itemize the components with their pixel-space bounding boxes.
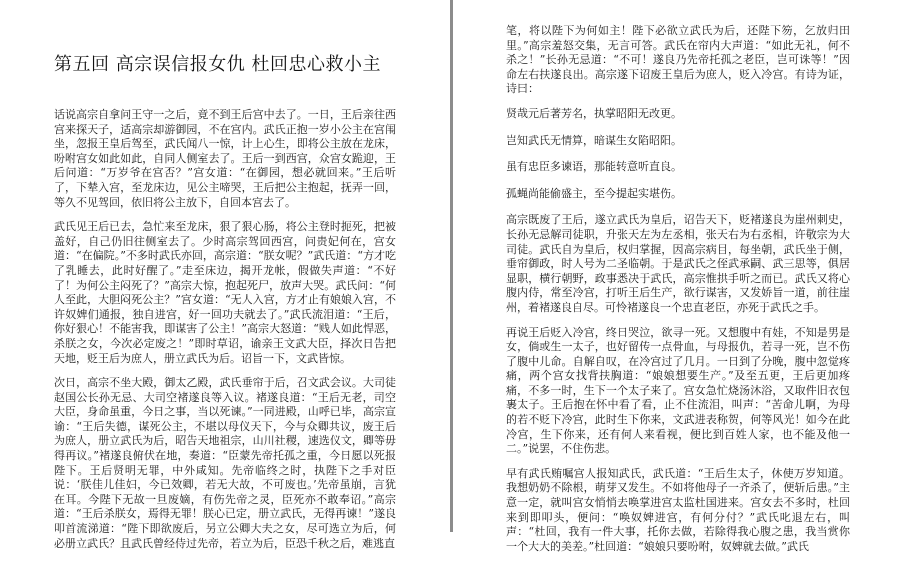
poem-line: 虽有忠臣多谏语，那能转意听直良。 <box>506 160 682 174</box>
paragraph: 再说王后贬入冷宫，终日哭泣，欲寻一死。又想腹中有娃，不知是男是女，倘或生一太子，也好留传一点骨血，与母报仇，若寻一死，岂不伤了腹中儿命。自解自叹，在冷宫过了几月。一日到了分晚，腹中忽觉疼痛，两个宫女找背扶胸道：“娘娘想要生产。”及至五更，王后更加疼痛，不多一时，生下一个太子来了。宫女急忙烧汤沐浴，又取件旧衣包裹太子。王后抱在怀中看了看，止不住流泪，叫声：“苦命儿啊，为母的若不贬下冷宫，此时生下你来，文武进表称贺，何等风光！如今在此冷宫，生下你来，还有何人来看视，便比到百姓人家，也不能及他一二。”说罢，不住伤悲。 <box>506 325 850 456</box>
paragraph: 话说高宗自拿问王守一之后，竟不到王后宫中去了。一日，王后亲往西宫来探天子，适高宗却游御园，不在宫内。武氏正抱一岁小公主在宫闱坐，忽报王皇后驾至，武氏闻八一惊，计上心生，即将公主放在龙床，吩咐宫女如此如此，自同人侧室去了。王后一到西宫，众宫女跪迎，王后问道：“万岁爷在宫否？”宫女道：“在御园，想必就回来。”王后听了，下辇入宫，至龙床边，见公主啼哭，王后把公主抱起，抚弄一回，等久不见驾回，依旧将公主放下，自回本宫去了。 <box>54 108 396 209</box>
paragraph: 笔，将以陛下为何如主！陛下必欲立武氏为后，还陛下笏，乞放归田里。”高宗羞怒交集，无言可答。武氏在帘内大声道：“如此无礼，何不杀之！”长孙无忌道：“不可！遂良乃先帝托孤之老臣，岂可诛等！”因命左右扶遂良出。高宗遂下诏废王皇后为庶人，贬入冷宫。有诗为证，诗曰： <box>506 24 850 96</box>
paragraph: 次日，高宗不坐大殿，御太乙殿，武氏垂帘于后，召文武会议。大司徒赵国公长孙无忌、大司空褚遂良等入议。褚遂良道：“王后无老，司空大臣，身命虽重，今日之事，当以死谏。”一同进殿，山呼已毕，高宗宣谕：“王后失德，谋死公主，不堪以母仪天下，今与众卿共议，废王后为庶人，册立武氏为后，昭告天地祖宗，山川社稷，速选仪文，卿等毋得再议。”褚遂良俯伏在地，奏道：“臣蒙先帝托孤之重，今日愿以死报陛下。王后贤明无罪，中外咸知。先帝临终之时，执陛下之手对臣说：‘朕佳儿佳妇，今已效卿，若无大故，不可废也。’先帝虽崩，言犹在耳。今陛下无故一旦废嫡，有伤先帝之灵，臣死亦不敢奉诏。”高宗道：“王后杀朕女，焉得无罪！朕心已定，册立武氏，无得再谏！”遂良叩首流涕道：“陛下即欲废后，另立公卿大夫之女，尽可选立为后，何必册立武氏？且武氏曾经侍过先帝，若立为后，臣恐千秋之后，难逃直 <box>54 376 396 550</box>
chapter-title: 第五回 高宗误信报女仇 杜回忠心救小主 <box>54 54 381 75</box>
left-page <box>0 0 450 550</box>
paragraph: 早有武氏贿嘱宫人报知武氏，武氏道：“王后生太子，休使万岁知道。我想奶奶不除根，萌芽又发生。不如将他母子一齐杀了，便斩后患。”主意一定，就叫宫女悄悄去唤掌进宫太监杜国进来。宫女去不多时，杜回来到即叩头，便问：“唤奴婢进宫，有何分付？”武氏叱退左右，叫声：“杜回，我有一件大事，托你去做，若除得我心腹之患，我当赏你一个大大的美差。”杜回道：“娘娘只要吩咐，奴婢就去做。”武氏 <box>506 466 850 553</box>
right-body-text <box>506 24 850 564</box>
poem-line: 贤哉元后著芳名，执掌昭阳无改更。 <box>506 106 682 120</box>
paragraph: 高宗既废了王后，遂立武氏为皇后，诏告天下，贬褚遂良为崖州刺史，长孙无忌解司徒职，升张天左为左丞相，张天右为右丞相，许敬宗为大司徒。武氏自为皇后，权归掌握，因高宗病目，每坐朝，武氏坐于侧，垂帘御政，时人号为二圣临朝。于是武氏之侄武承嗣、武三思等，俱居显职，横行朝野，政事悉决于武氏，高宗惟拱手听之而已。武氏又将心腹内侍，常至冷宫，打听王后生产，欲行谋害，又发娇旨一道，前往崖州，着褚遂良自尽。可怜褚遂良一个忠直老臣，亦死于武氏之手。 <box>506 213 850 314</box>
poem-line: 孤蝇尚能偷盛主，至今提起实堪伤。 <box>506 186 682 200</box>
right-page <box>453 0 900 553</box>
paragraph: 武氏见王后已去，急忙来至龙床，狠了狠心肠，将公主登时扼死，把被盖好，自己仍旧往侧室去了。少时高宗驾回西宫，问贵妃何在，宫女道：“在偏院。”不多时武氏亦回，高宗道：“朕女呢？”武氏道：“方才吃了乳睡去，此时好醒了。”走至床边，揭开龙帐，假做失声道：“不好了！为何公主闷死了？”高宗大惊，抱起死尸，放声大哭。武氏问：“何人至此，大胆闷死公主？”宫女道：“无人入宫，方才止有娘娘入宫，不许奴婢们通报，独自进宫，好一回功夫就去了。”武氏流泪道：“王后，你好狠心！不能害我，即谋害了公主！”高宗大怒道：“贱人如此悍恶，杀朕之女，今次必定废之！”即时草诏，谕亲王文武大臣，择次日告把天地，贬王后为庶人，册立武氏为后。诏旨一下，文武皆惊。 <box>54 220 396 365</box>
left-body-text <box>54 108 396 561</box>
poem-line: 岂知武氏无情算，暗谋生女陷昭阳。 <box>506 133 682 147</box>
